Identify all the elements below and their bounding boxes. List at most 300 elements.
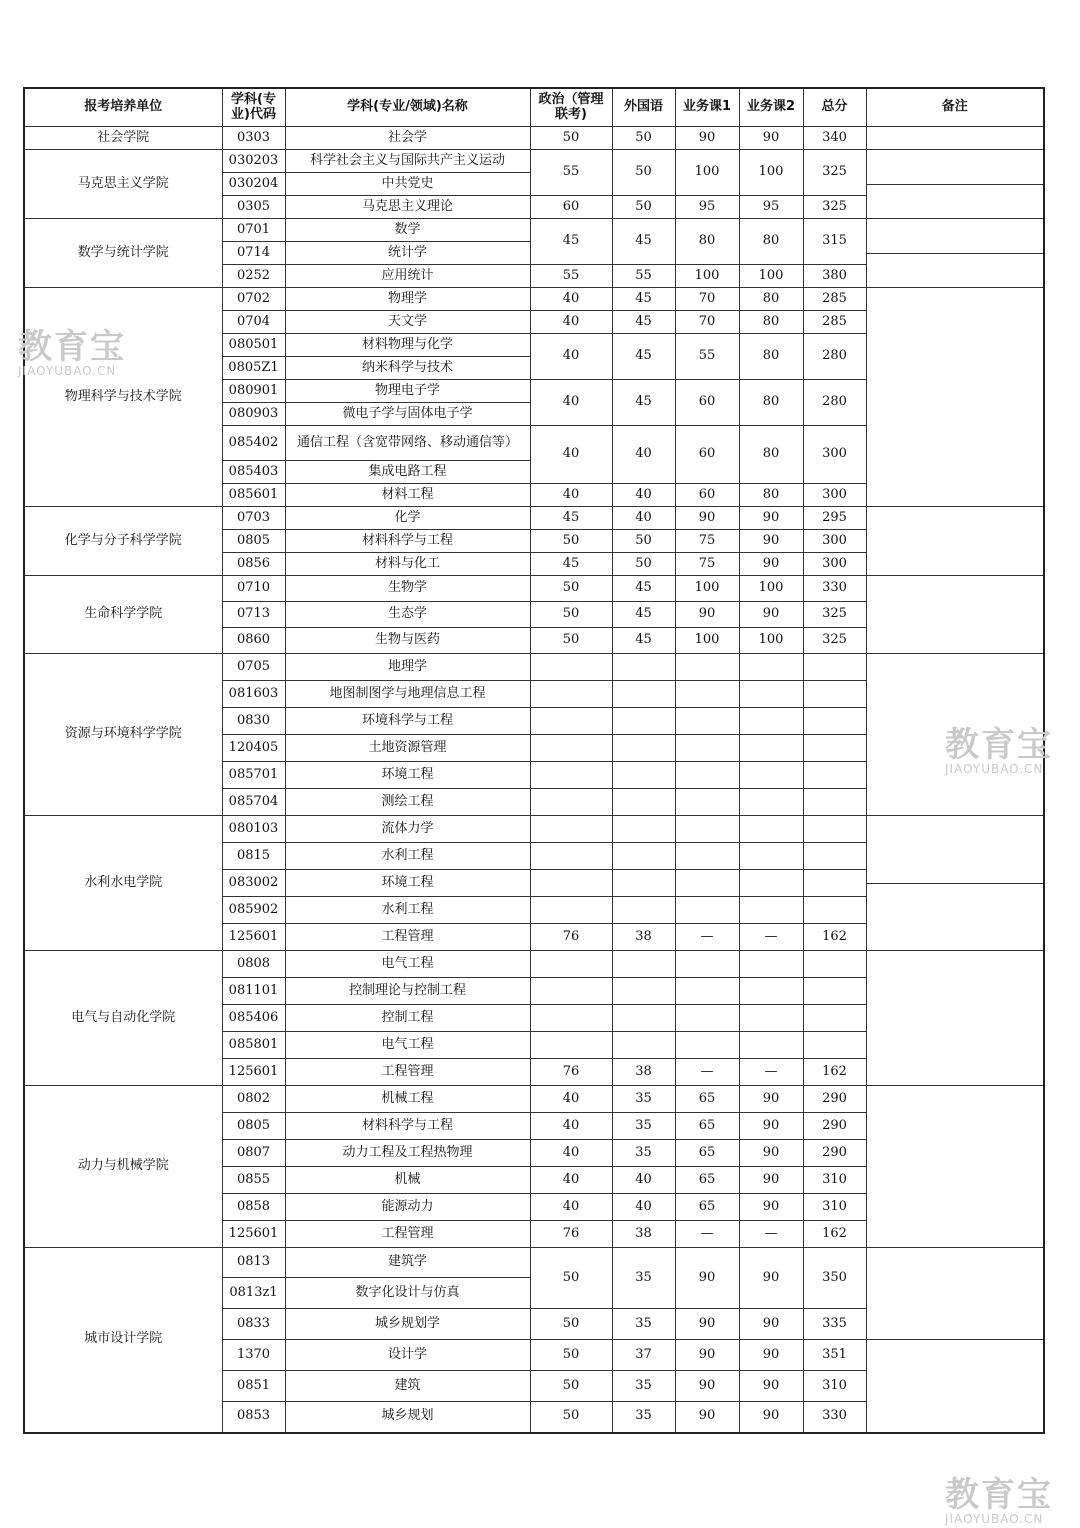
cell-foreign-language-score: 55	[612, 265, 675, 288]
table-row	[24, 219, 1044, 242]
cell-politics-score: 40	[530, 484, 612, 507]
cell-unit: 水利水电学院	[24, 816, 222, 951]
cell-major-name: 地图制图学与地理信息工程	[285, 681, 530, 708]
cell-course2-score: 90	[739, 553, 803, 576]
cell-total-score: 340	[803, 127, 866, 150]
cell-code: 0710	[222, 576, 285, 602]
cell-foreign-language-score: 45	[612, 602, 675, 628]
cell-politics-score	[530, 654, 612, 681]
cell-major-name: 工程管理	[285, 1221, 530, 1248]
cell-major-name: 电气工程	[285, 1032, 530, 1059]
cell-major-name: 材料科学与工程	[285, 530, 530, 553]
cell-course2-score: 90	[739, 1113, 803, 1140]
cell-code: 0802	[222, 1086, 285, 1113]
cell-code: 085801	[222, 1032, 285, 1059]
cell-code: 080901	[222, 380, 285, 403]
cell-code: 0807	[222, 1140, 285, 1167]
cell-course1-score: 60	[675, 380, 739, 426]
cell-major-name: 城乡规划	[285, 1402, 530, 1433]
cell-major-name: 水利工程	[285, 897, 530, 924]
cell-course1-score	[675, 897, 739, 924]
cell-code: 085402	[222, 426, 285, 461]
cell-course2-score: 90	[739, 507, 803, 530]
cell-foreign-language-score: 40	[612, 507, 675, 530]
table-row	[24, 127, 1044, 150]
cell-foreign-language-score: 50	[612, 127, 675, 150]
cell-politics-score	[530, 816, 612, 843]
header-row	[24, 88, 1044, 127]
cell-code: 0833	[222, 1309, 285, 1340]
cell-course1-score: 75	[675, 530, 739, 553]
cell-course2-score: 80	[739, 334, 803, 380]
cell-major-name: 城乡规划学	[285, 1309, 530, 1340]
cell-unit: 马克思主义学院	[24, 150, 222, 219]
cell-course2-score: —	[739, 924, 803, 951]
cell-course2-score	[739, 789, 803, 816]
cell-major-name: 天文学	[285, 311, 530, 334]
header-politics: 政治（管理联考)	[530, 88, 612, 127]
cell-course2-score: 80	[739, 311, 803, 334]
cell-code: 085601	[222, 484, 285, 507]
cell-course1-score: 90	[675, 1248, 739, 1309]
cell-foreign-language-score: 35	[612, 1402, 675, 1433]
cell-major-name: 设计学	[285, 1340, 530, 1371]
cell-major-name: 动力工程及工程热物理	[285, 1140, 530, 1167]
cell-total-score: 285	[803, 311, 866, 334]
cell-major-name: 机械	[285, 1167, 530, 1194]
cell-politics-score: 55	[530, 150, 612, 196]
cell-course2-score: 90	[739, 127, 803, 150]
cell-major-name: 材料物理与化学	[285, 334, 530, 357]
cell-code: 0853	[222, 1402, 285, 1433]
cell-major-name: 控制理论与控制工程	[285, 978, 530, 1005]
cell-foreign-language-score: 35	[612, 1371, 675, 1402]
cell-foreign-language-score: 50	[612, 530, 675, 553]
cell-total-score: 290	[803, 1140, 866, 1167]
remarks-line	[867, 1339, 1044, 1340]
cell-course1-score: 100	[675, 265, 739, 288]
cell-politics-score	[530, 1032, 612, 1059]
cell-foreign-language-score: 35	[612, 1086, 675, 1113]
watermark-brand: 教育宝	[945, 1475, 1053, 1515]
cell-code: 0855	[222, 1167, 285, 1194]
cell-remarks	[866, 576, 1044, 654]
cell-politics-score	[530, 789, 612, 816]
cell-code: 0702	[222, 288, 285, 311]
cell-major-name: 应用统计	[285, 265, 530, 288]
cell-major-name: 机械工程	[285, 1086, 530, 1113]
cell-total-score: 351	[803, 1340, 866, 1371]
cell-unit: 电气与自动化学院	[24, 951, 222, 1086]
cell-politics-score: 50	[530, 1340, 612, 1371]
cell-course1-score	[675, 789, 739, 816]
cell-total-score	[803, 654, 866, 681]
table-row	[24, 576, 1044, 602]
header-remarks: 备注	[866, 88, 1044, 127]
cell-foreign-language-score: 45	[612, 576, 675, 602]
cell-foreign-language-score	[612, 681, 675, 708]
cell-code: 085403	[222, 461, 285, 484]
cell-politics-score	[530, 978, 612, 1005]
cell-total-score: 335	[803, 1309, 866, 1340]
cell-course1-score: 65	[675, 1113, 739, 1140]
cell-foreign-language-score: 50	[612, 196, 675, 219]
cell-course1-score	[675, 762, 739, 789]
cell-code: 081603	[222, 681, 285, 708]
cell-major-name: 环境科学与工程	[285, 708, 530, 735]
cell-course1-score	[675, 735, 739, 762]
cell-code: 0303	[222, 127, 285, 150]
cell-foreign-language-score: 50	[612, 553, 675, 576]
cell-course2-score: 95	[739, 196, 803, 219]
cell-course2-score	[739, 870, 803, 897]
cell-total-score: 325	[803, 196, 866, 219]
cell-course1-score: 100	[675, 576, 739, 602]
cell-foreign-language-score: 45	[612, 334, 675, 380]
cell-major-name: 建筑	[285, 1371, 530, 1402]
cell-major-name: 测绘工程	[285, 789, 530, 816]
cell-course1-score	[675, 816, 739, 843]
cell-code: 085704	[222, 789, 285, 816]
cell-code: 125601	[222, 1221, 285, 1248]
cell-total-score: 290	[803, 1086, 866, 1113]
cell-major-name: 生物学	[285, 576, 530, 602]
cell-code: 080103	[222, 816, 285, 843]
cell-course1-score: 65	[675, 1167, 739, 1194]
cell-major-name: 电气工程	[285, 951, 530, 978]
cell-code: 085701	[222, 762, 285, 789]
cell-politics-score: 45	[530, 553, 612, 576]
cell-politics-score: 45	[530, 219, 612, 265]
cell-course2-score	[739, 951, 803, 978]
watermark-bottom	[945, 1475, 1053, 1526]
cell-total-score	[803, 843, 866, 870]
cell-course1-score: 90	[675, 602, 739, 628]
cell-foreign-language-score: 35	[612, 1140, 675, 1167]
cell-unit: 社会学院	[24, 127, 222, 150]
cell-course1-score	[675, 654, 739, 681]
header-unit: 报考培养单位	[24, 88, 222, 127]
cell-politics-score: 76	[530, 924, 612, 951]
cell-foreign-language-score	[612, 789, 675, 816]
cell-major-name: 生物与医药	[285, 628, 530, 654]
cell-major-name: 数学	[285, 219, 530, 242]
cell-course1-score: 70	[675, 288, 739, 311]
cell-foreign-language-score	[612, 708, 675, 735]
cell-code: 0851	[222, 1371, 285, 1402]
cell-course2-score: —	[739, 1221, 803, 1248]
cell-total-score: 315	[803, 219, 866, 265]
cell-course2-score	[739, 1032, 803, 1059]
cell-course1-score	[675, 708, 739, 735]
header-foreign-language: 外国语	[612, 88, 675, 127]
cell-course1-score: 65	[675, 1140, 739, 1167]
cell-course2-score	[739, 708, 803, 735]
cell-politics-score: 40	[530, 380, 612, 426]
cell-foreign-language-score: 35	[612, 1309, 675, 1340]
cell-foreign-language-score	[612, 897, 675, 924]
cell-total-score: 325	[803, 602, 866, 628]
cell-unit: 物理科学与技术学院	[24, 288, 222, 507]
cell-course2-score	[739, 843, 803, 870]
cell-total-score	[803, 735, 866, 762]
cell-course2-score: —	[739, 1059, 803, 1086]
cell-total-score: 280	[803, 380, 866, 426]
table-row	[24, 507, 1044, 530]
cell-course2-score: 90	[739, 1167, 803, 1194]
cell-total-score	[803, 708, 866, 735]
cell-unit: 化学与分子科学学院	[24, 507, 222, 576]
cell-politics-score: 50	[530, 576, 612, 602]
header-code: 学科(专业)代码	[222, 88, 285, 127]
cell-foreign-language-score: 45	[612, 311, 675, 334]
cell-code: 0703	[222, 507, 285, 530]
cell-total-score: 325	[803, 628, 866, 654]
cell-code: 0805	[222, 530, 285, 553]
table-row	[24, 1086, 1044, 1113]
cell-major-name: 水利工程	[285, 843, 530, 870]
cell-politics-score: 40	[530, 1194, 612, 1221]
cell-course2-score: 90	[739, 1340, 803, 1371]
cell-total-score	[803, 870, 866, 897]
cell-code: 125601	[222, 1059, 285, 1086]
cell-politics-score: 50	[530, 127, 612, 150]
cell-course1-score: 65	[675, 1086, 739, 1113]
cell-politics-score: 40	[530, 334, 612, 380]
cell-foreign-language-score	[612, 654, 675, 681]
cell-politics-score: 40	[530, 288, 612, 311]
cell-major-name: 马克思主义理论	[285, 196, 530, 219]
table-row	[24, 816, 1044, 843]
cell-course2-score: 80	[739, 288, 803, 311]
cell-politics-score: 50	[530, 1248, 612, 1309]
cell-major-name: 集成电路工程	[285, 461, 530, 484]
cell-major-name: 地理学	[285, 654, 530, 681]
cell-foreign-language-score: 35	[612, 1113, 675, 1140]
cell-major-name: 化学	[285, 507, 530, 530]
cell-foreign-language-score: 38	[612, 924, 675, 951]
cell-code: 030204	[222, 173, 285, 196]
cell-code: 0830	[222, 708, 285, 735]
cell-remarks	[866, 288, 1044, 507]
cell-total-score: 380	[803, 265, 866, 288]
cell-major-name: 环境工程	[285, 870, 530, 897]
cell-foreign-language-score: 40	[612, 1194, 675, 1221]
cell-course1-score: 75	[675, 553, 739, 576]
cell-course1-score: 100	[675, 628, 739, 654]
cell-code: 0705	[222, 654, 285, 681]
cell-major-name: 建筑学	[285, 1248, 530, 1278]
cell-course1-score: 90	[675, 1309, 739, 1340]
cell-course2-score: 90	[739, 602, 803, 628]
cell-course2-score: 90	[739, 1402, 803, 1433]
cell-course1-score: 90	[675, 1371, 739, 1402]
cell-course1-score: 90	[675, 127, 739, 150]
cell-course1-score	[675, 978, 739, 1005]
cell-foreign-language-score: 38	[612, 1059, 675, 1086]
remarks-line	[867, 883, 1044, 884]
cell-remarks	[866, 150, 1044, 219]
cell-course2-score: 90	[739, 530, 803, 553]
cell-code: 0713	[222, 602, 285, 628]
table-body	[24, 127, 1044, 1433]
cell-politics-score: 60	[530, 196, 612, 219]
cell-politics-score: 40	[530, 426, 612, 484]
cell-code: 120405	[222, 735, 285, 762]
cell-code: 0704	[222, 311, 285, 334]
cell-code: 0252	[222, 265, 285, 288]
cell-total-score: 330	[803, 1402, 866, 1433]
cell-foreign-language-score: 45	[612, 288, 675, 311]
cell-unit: 动力与机械学院	[24, 1086, 222, 1248]
cell-unit: 资源与环境科学学院	[24, 654, 222, 816]
cell-major-name: 材料与化工	[285, 553, 530, 576]
cell-total-score: 295	[803, 507, 866, 530]
cell-politics-score	[530, 897, 612, 924]
cell-politics-score	[530, 681, 612, 708]
cell-code: 083002	[222, 870, 285, 897]
cell-foreign-language-score	[612, 978, 675, 1005]
cell-major-name: 统计学	[285, 242, 530, 265]
cell-course1-score	[675, 1032, 739, 1059]
cell-major-name: 物理电子学	[285, 380, 530, 403]
cell-major-name: 科学社会主义与国际共产主义运动	[285, 150, 530, 173]
cell-foreign-language-score: 35	[612, 1248, 675, 1309]
cell-major-name: 材料科学与工程	[285, 1113, 530, 1140]
cell-course1-score	[675, 1005, 739, 1032]
cell-code: 0813z1	[222, 1278, 285, 1309]
cell-foreign-language-score	[612, 843, 675, 870]
cell-code: 1370	[222, 1340, 285, 1371]
cell-foreign-language-score	[612, 762, 675, 789]
cell-course1-score	[675, 681, 739, 708]
cell-code: 0805Z1	[222, 357, 285, 380]
cell-course2-score: 90	[739, 1309, 803, 1340]
cell-unit: 数学与统计学院	[24, 219, 222, 288]
cell-foreign-language-score	[612, 951, 675, 978]
cell-remarks	[866, 654, 1044, 816]
cell-politics-score: 50	[530, 530, 612, 553]
cell-course1-score: 55	[675, 334, 739, 380]
cell-course2-score	[739, 681, 803, 708]
cell-total-score	[803, 951, 866, 978]
cell-remarks	[866, 816, 1044, 951]
cell-course1-score: 90	[675, 507, 739, 530]
cell-course2-score: 80	[739, 426, 803, 484]
cell-course2-score: 80	[739, 484, 803, 507]
cell-major-name: 物理学	[285, 288, 530, 311]
score-table-sheet	[23, 87, 1043, 1434]
cell-foreign-language-score: 50	[612, 150, 675, 196]
cell-foreign-language-score: 45	[612, 628, 675, 654]
cell-course2-score	[739, 762, 803, 789]
cell-politics-score: 50	[530, 602, 612, 628]
header-course2: 业务课2	[739, 88, 803, 127]
cell-foreign-language-score: 40	[612, 1167, 675, 1194]
cell-course2-score	[739, 816, 803, 843]
cell-course2-score: 90	[739, 1194, 803, 1221]
cell-course1-score: 100	[675, 150, 739, 196]
cell-foreign-language-score	[612, 1005, 675, 1032]
cell-foreign-language-score: 38	[612, 1221, 675, 1248]
cell-major-name: 生态学	[285, 602, 530, 628]
table-row	[24, 288, 1044, 311]
cell-remarks	[866, 1248, 1044, 1433]
cell-total-score: 310	[803, 1167, 866, 1194]
watermark-url: JIAOYUBAO.CN	[945, 1512, 1044, 1526]
cell-politics-score: 50	[530, 1309, 612, 1340]
cell-course2-score	[739, 978, 803, 1005]
header-course1: 业务课1	[675, 88, 739, 127]
cell-course2-score	[739, 897, 803, 924]
cell-total-score: 285	[803, 288, 866, 311]
cell-code: 0860	[222, 628, 285, 654]
cell-politics-score: 40	[530, 1167, 612, 1194]
cell-course1-score: 65	[675, 1194, 739, 1221]
cell-major-name: 能源动力	[285, 1194, 530, 1221]
cell-code: 081101	[222, 978, 285, 1005]
cell-total-score: 300	[803, 484, 866, 507]
table-row	[24, 654, 1044, 681]
cell-course1-score: 60	[675, 426, 739, 484]
cell-course2-score: 90	[739, 1140, 803, 1167]
cell-total-score	[803, 762, 866, 789]
cell-politics-score	[530, 951, 612, 978]
cell-politics-score: 76	[530, 1059, 612, 1086]
cell-course2-score	[739, 735, 803, 762]
cell-code: 080501	[222, 334, 285, 357]
cell-total-score: 300	[803, 530, 866, 553]
cell-course2-score: 90	[739, 1371, 803, 1402]
cell-total-score	[803, 1032, 866, 1059]
cell-course2-score	[739, 1005, 803, 1032]
cell-total-score: 300	[803, 426, 866, 484]
cell-politics-score: 40	[530, 1086, 612, 1113]
cell-total-score: 162	[803, 924, 866, 951]
cell-politics-score	[530, 1005, 612, 1032]
cell-code: 0808	[222, 951, 285, 978]
cell-course1-score: 95	[675, 196, 739, 219]
cell-politics-score	[530, 843, 612, 870]
cell-total-score: 280	[803, 334, 866, 380]
cell-course2-score: 100	[739, 628, 803, 654]
cell-politics-score: 50	[530, 628, 612, 654]
cell-course2-score: 100	[739, 265, 803, 288]
cell-major-name: 环境工程	[285, 762, 530, 789]
cell-course1-score: 70	[675, 311, 739, 334]
remarks-line	[867, 253, 1044, 254]
cell-major-name: 材料工程	[285, 484, 530, 507]
watermark-url: JIAOYUBAO.CN	[18, 364, 117, 378]
cell-total-score: 310	[803, 1194, 866, 1221]
cell-politics-score: 45	[530, 507, 612, 530]
cell-course1-score: 80	[675, 219, 739, 265]
cell-total-score: 162	[803, 1221, 866, 1248]
table-row	[24, 150, 1044, 173]
cell-code: 125601	[222, 924, 285, 951]
cell-major-name: 工程管理	[285, 924, 530, 951]
cell-total-score	[803, 681, 866, 708]
cell-major-name: 社会学	[285, 127, 530, 150]
cell-code: 080903	[222, 403, 285, 426]
cell-remarks	[866, 507, 1044, 576]
cell-politics-score: 76	[530, 1221, 612, 1248]
table-row	[24, 1248, 1044, 1278]
cell-remarks	[866, 219, 1044, 288]
cell-code: 0856	[222, 553, 285, 576]
watermark-brand: 教育宝	[945, 725, 1053, 765]
watermark-brand: 教育宝	[18, 327, 126, 367]
